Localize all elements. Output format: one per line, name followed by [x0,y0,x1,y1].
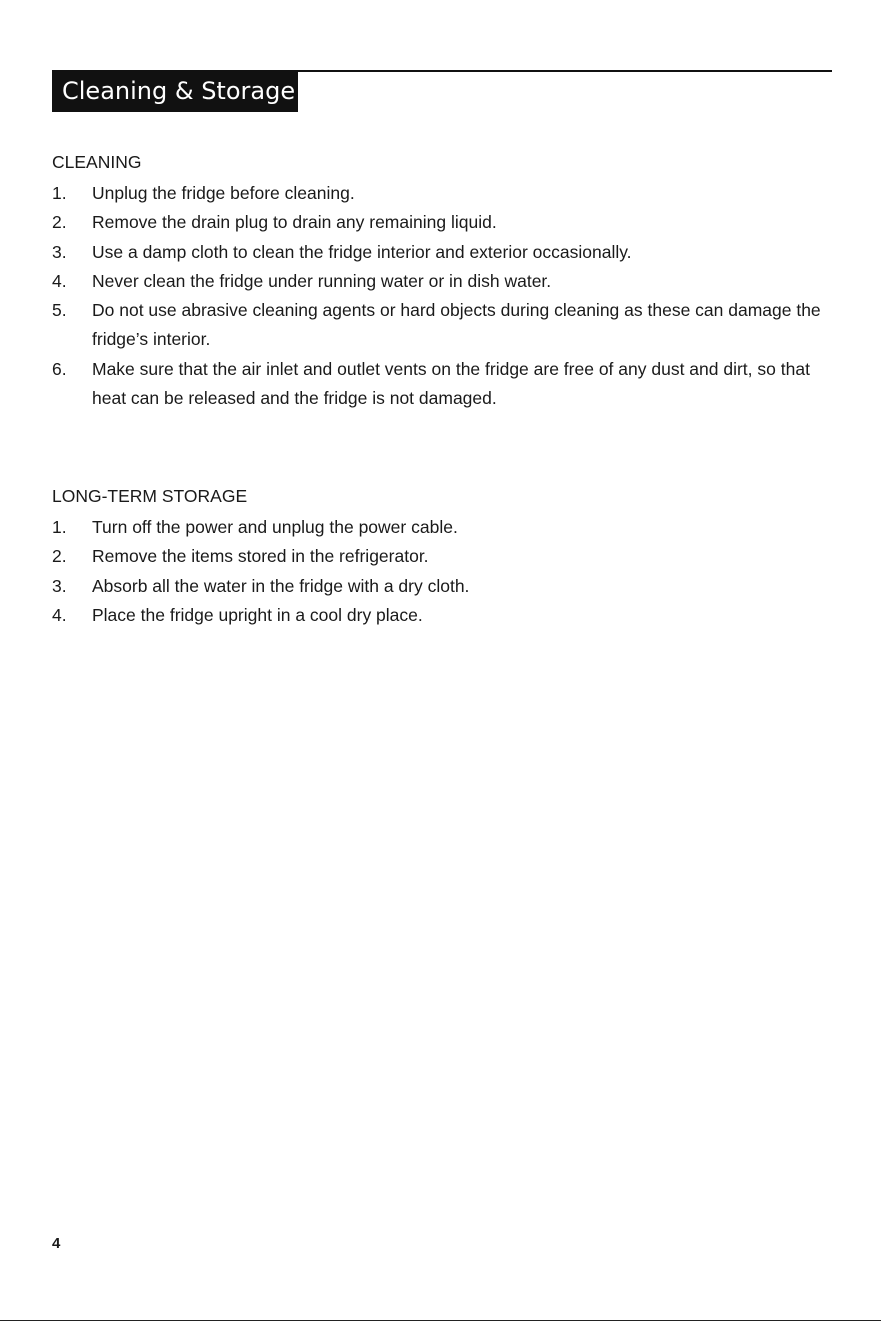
step-number: 2. [52,212,67,233]
step-text: Absorb all the water in the fridge with a dry cloth. [92,575,470,596]
step-number: 1. [52,517,67,537]
step-text: Never clean the fridge under running water or in dish water. [92,270,552,291]
step-text: Turn off the power and unplug the power cable. [92,517,458,537]
cleaning-step [52,296,822,355]
cleaning-heading: CLEANING [52,152,142,172]
cleaning-section [52,150,822,413]
cleaning-step [52,179,822,208]
step-text: Remove the drain plug to drain any remaining liquid. [92,212,497,233]
storage-steps-list [52,513,822,630]
cleaning-step [52,208,822,237]
storage-step [52,572,822,601]
page-number: 4 [52,1235,61,1252]
step-text: Unplug the fridge before cleaning. [92,183,355,203]
cleaning-step [52,355,822,414]
storage-heading: LONG-TERM STORAGE [52,486,248,506]
step-text: Place the fridge upright in a cool dry place. [92,604,423,625]
cleaning-steps-list [52,179,822,413]
storage-step [52,513,822,542]
storage-step [52,542,822,571]
step-number: 2. [52,546,67,567]
step-number: 4. [52,270,67,291]
step-number: 1. [52,183,67,203]
step-text: Do not use abrasive cleaning agents or hard objects during cleaning as these can damage the fridge’s interior. [92,300,821,350]
step-number: 5. [52,300,67,321]
step-number: 4. [52,604,67,625]
step-text: Remove the items stored in the refrigerator. [92,546,429,567]
step-number: 3. [52,575,67,596]
step-text: Use a damp cloth to clean the fridge interior and exterior occasionally. [92,241,632,262]
page-title: Cleaning & Storage [52,70,298,112]
step-text: Make sure that the air inlet and outlet vents on the fridge are free of any dust and dirt, so that heat can be released and the fridge is not damaged. [92,358,810,409]
footer-rule [0,1320,881,1321]
cleaning-step [52,238,822,267]
step-number: 6. [52,358,67,379]
cleaning-step [52,267,822,296]
storage-step [52,601,822,630]
storage-section [52,484,822,630]
step-number: 3. [52,241,67,262]
